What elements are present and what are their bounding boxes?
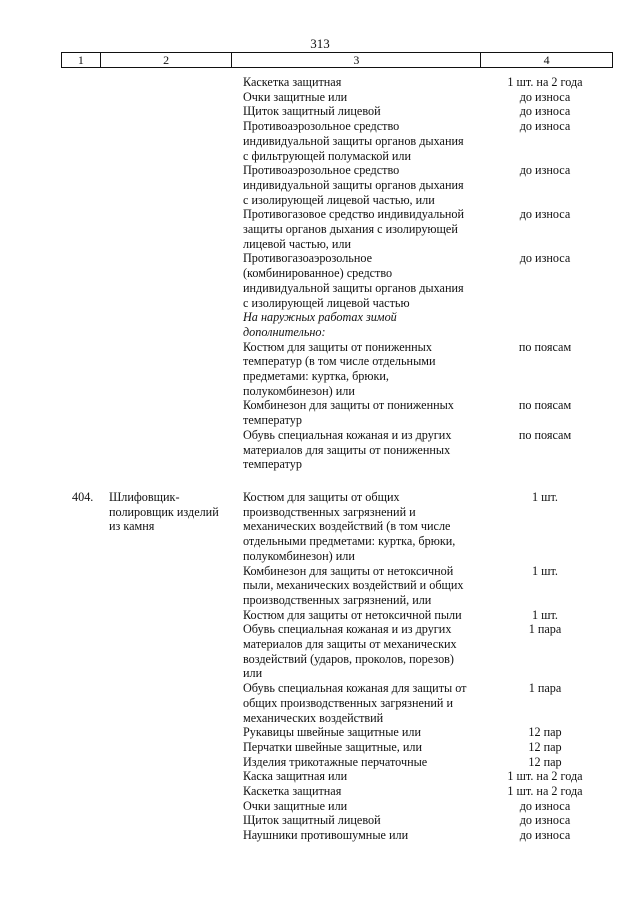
ppe-item-line: температур: [243, 413, 302, 428]
ppe-item-name: [243, 769, 493, 784]
issuance-norm: до износа: [519, 251, 571, 266]
ppe-item-line: Рукавицы швейные защитные или: [243, 725, 421, 740]
ppe-item-line: Щиток защитный лицевой: [243, 104, 381, 119]
issuance-norm: до износа: [519, 104, 571, 119]
issuance-norm: 12 пар: [528, 754, 562, 769]
ppe-item-line: Противоаэрозольное средство: [243, 119, 400, 134]
ppe-item-line: Перчатки швейные защитные, или: [243, 739, 423, 754]
issuance-norm: 1 пара: [528, 681, 562, 696]
ppe-item-name: [243, 90, 493, 105]
ppe-item-line: Комбинезон для защиты от пониженных: [243, 398, 454, 413]
entry-number: 404.: [72, 490, 94, 504]
ppe-item-line: материалов для защиты от механических: [243, 637, 457, 651]
ppe-item-name: [243, 828, 493, 843]
profession-line: Шлифовщик-: [109, 490, 180, 504]
ppe-item-line: Изделия трикотажные перчаточные: [243, 754, 428, 769]
issuance-norm: до износа: [519, 207, 571, 222]
ppe-item-line: полукомбинезон) или: [243, 548, 355, 563]
column-header-1: 1: [62, 53, 101, 68]
ppe-item-name: [243, 799, 493, 814]
ppe-item-line: Противогазовое средство индивидуальной: [243, 207, 465, 222]
ppe-item-line: Костюм для защиты от пониженных: [243, 339, 432, 354]
ppe-item-line: Противоаэрозольное средство: [243, 163, 400, 178]
ppe-item-line: механических воздействий (в том числе: [243, 519, 451, 534]
ppe-item-line: индивидуальной защиты органов дыхания: [243, 280, 464, 295]
ppe-item-line: отдельными предметами: куртка, брюки,: [243, 534, 456, 549]
ppe-item-name: [243, 104, 493, 119]
ppe-item-line: температур: [243, 457, 302, 472]
ppe-item-line: Комбинезон для защиты от нетоксичной: [243, 563, 454, 578]
ppe-item-line: Обувь специальная кожаная и из других: [243, 427, 452, 442]
issuance-norm: по поясам: [518, 427, 572, 442]
ppe-item-line: Очки защитные или: [243, 89, 348, 104]
page-number: 313: [310, 36, 330, 51]
profession-name: [109, 490, 239, 534]
issuance-norm: до износа: [519, 119, 571, 134]
column-header-4: 4: [481, 53, 613, 68]
issuance-norm: 12 пар: [528, 739, 562, 754]
issuance-norm: по поясам: [518, 339, 572, 354]
issuance-norm: по поясам: [518, 398, 572, 413]
ppe-item-line: общих производственных загрязнений и: [243, 695, 454, 710]
ppe-item-name: [243, 310, 493, 339]
ppe-item-name: [243, 340, 493, 399]
issuance-norm: 1 шт.: [532, 607, 558, 622]
issuance-norm: 1 шт.: [532, 563, 558, 578]
column-header-2: 2: [100, 53, 232, 68]
ppe-item-line: с фильтрующей полумаской или: [243, 148, 412, 163]
issuance-norm: до износа: [519, 813, 571, 828]
ppe-item-line: лицевой частью, или: [243, 236, 352, 251]
ppe-item-line: Противогазоаэрозольное: [243, 251, 373, 266]
ppe-item-line: индивидуальной защиты органов дыхания: [243, 133, 464, 148]
ppe-item-name: [243, 207, 493, 251]
ppe-item-line: пыли, механических воздействий и общих: [243, 578, 464, 593]
profession-line: из камня: [109, 519, 155, 534]
column-header-3: 3: [232, 53, 481, 68]
ppe-item-line: На наружных работах зимой: [243, 310, 397, 325]
ppe-item-line: Обувь специальная кожаная и из других: [243, 622, 452, 637]
ppe-item-name: [243, 75, 493, 90]
ppe-item-line: механических воздействий: [243, 710, 384, 725]
ppe-item-line: температур (в том числе отдельными: [243, 354, 436, 369]
ppe-item-line: (комбинированное) средство: [243, 266, 393, 281]
ppe-item-name: [243, 740, 493, 755]
issuance-norm: 1 шт. на 2 года: [507, 769, 583, 784]
issuance-norm: 1 шт.: [532, 490, 558, 504]
column-header-table: [61, 52, 613, 68]
ppe-item-line: Каскетка защитная: [243, 75, 342, 89]
ppe-item-name: [243, 813, 493, 828]
issuance-norm: 1 шт. на 2 года: [507, 75, 583, 89]
ppe-item-line: Наушники противошумные или: [243, 828, 409, 843]
ppe-item-line: производственных загрязнений, или: [243, 592, 432, 607]
ppe-item-name: [243, 725, 493, 740]
issuance-norm: до износа: [519, 798, 571, 813]
issuance-norm: до износа: [519, 89, 571, 104]
ppe-item-line: Обувь специальная кожаная для защиты от: [243, 681, 467, 696]
ppe-item-line: предметами: куртка, брюки,: [243, 369, 389, 383]
ppe-item-line: защиты органов дыхания с изолирующей: [243, 222, 458, 236]
ppe-item-name: [243, 119, 493, 163]
ppe-item-line: Костюм для защиты от нетоксичной пыли: [243, 607, 462, 622]
ppe-item-line: с изолирующей лицевой частью, или: [243, 192, 435, 207]
issuance-norm: до износа: [519, 163, 571, 178]
ppe-item-name: [243, 608, 493, 623]
ppe-item-line: материалов для защиты от пониженных: [243, 442, 451, 457]
ppe-item-name: [243, 490, 493, 564]
ppe-item-line: индивидуальной защиты органов дыхания: [243, 177, 464, 192]
ppe-item-name: [243, 681, 493, 725]
issuance-norm: до износа: [519, 828, 571, 843]
ppe-item-name: [243, 398, 493, 427]
ppe-item-line: Щиток защитный лицевой: [243, 813, 381, 828]
issuance-norm: 1 пара: [528, 622, 562, 637]
ppe-item-line: Каскетка защитная: [243, 784, 342, 798]
ppe-item-name: [243, 564, 493, 608]
ppe-item-name: [243, 784, 493, 799]
ppe-item-line: или: [243, 666, 263, 681]
profession-line: полировщик изделий: [109, 504, 219, 519]
ppe-item-line: дополнительно:: [243, 324, 326, 339]
ppe-item-name: [243, 428, 493, 472]
ppe-item-line: Костюм для защиты от общих: [243, 490, 400, 504]
ppe-item-line: полукомбинезон) или: [243, 383, 355, 398]
ppe-item-name: [243, 163, 493, 207]
ppe-item-name: [243, 755, 493, 770]
ppe-item-line: Очки защитные или: [243, 798, 348, 813]
ppe-item-name: [243, 251, 493, 310]
ppe-item-line: воздействий (ударов, проколов, порезов): [243, 651, 454, 666]
ppe-item-line: производственных загрязнений и: [243, 504, 416, 519]
issuance-norm: 12 пар: [528, 725, 562, 740]
issuance-norm: 1 шт. на 2 года: [507, 784, 583, 798]
ppe-item-line: Каска защитная или: [243, 769, 348, 784]
ppe-item-name: [243, 622, 493, 681]
ppe-item-line: с изолирующей лицевой частью: [243, 295, 410, 310]
